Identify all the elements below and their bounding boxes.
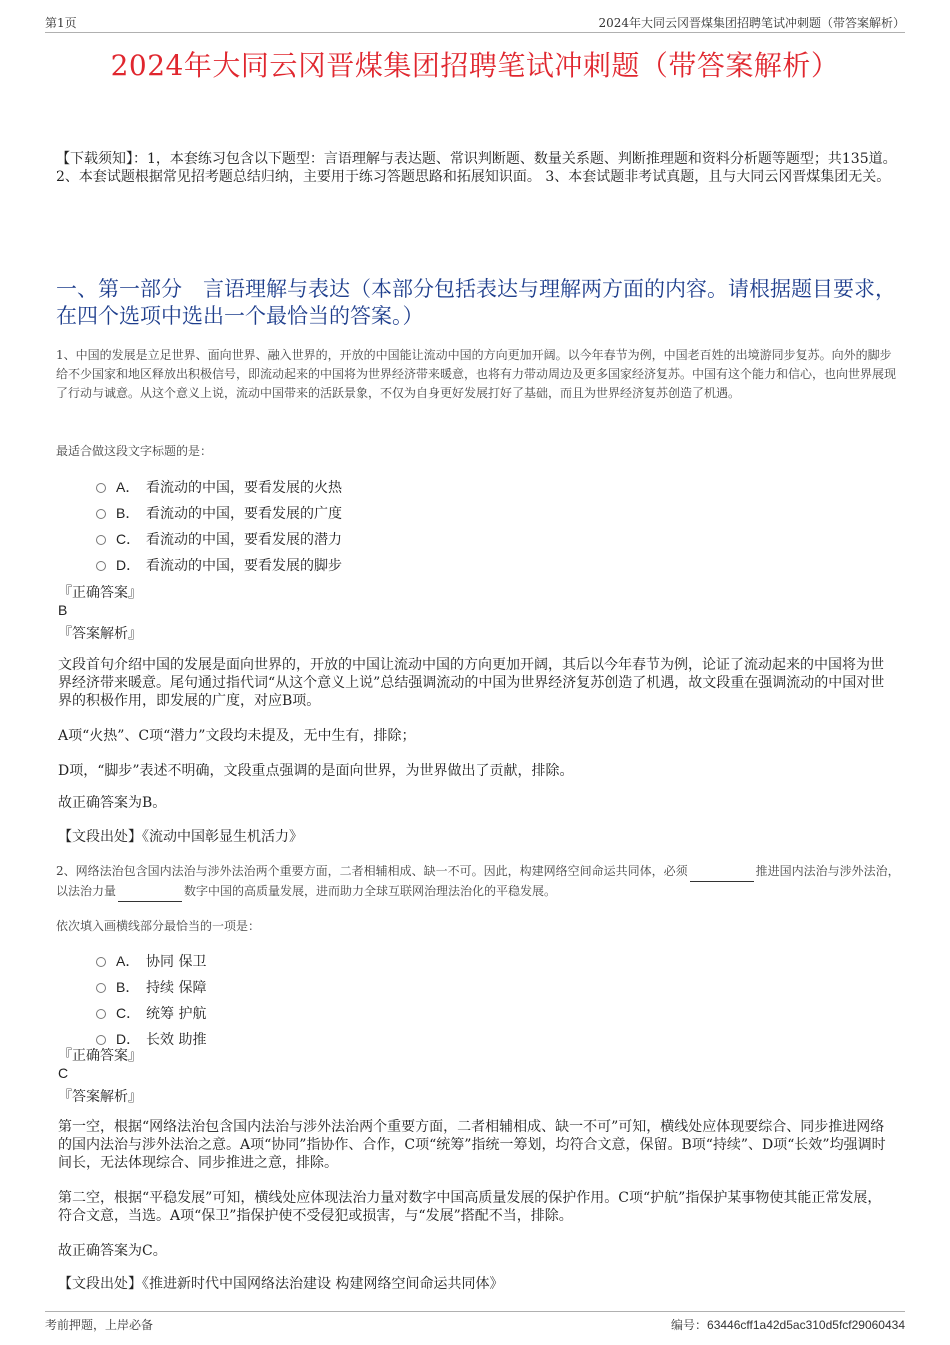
question-2-option-b[interactable]: B． 持续 保障 bbox=[96, 977, 206, 999]
question-1-option-a[interactable]: A． 看流动的中国，要看发展的火热 bbox=[96, 477, 342, 499]
radio-icon[interactable] bbox=[96, 1009, 106, 1019]
page-number: 第1页 bbox=[45, 16, 77, 30]
question-2-prompt: 依次填入画横线部分最恰当的一项是： bbox=[56, 919, 261, 933]
document-title: 2024年大同云冈晋煤集团招聘笔试冲刺题（带答案解析） bbox=[110, 49, 840, 82]
question-2-analysis-paragraph: 第二空，根据“平稳发展”可知，横线处应体现法治力量对数字中国高质量发展的保护作用。C项“护航”指保护某事物使其能正常发展，符合文意，当选。A项“保卫”指保护使不受侵犯或损害，与“发展”搭配不当，排除。 bbox=[58, 1190, 882, 1224]
question-1-analysis-paragraph: 故正确答案为B。 bbox=[58, 795, 167, 811]
radio-icon[interactable] bbox=[96, 1035, 106, 1045]
question-2-analysis-paragraph: 故正确答案为C。 bbox=[58, 1243, 167, 1259]
radio-icon[interactable] bbox=[96, 957, 106, 967]
question-1-text: 1、中国的发展是立足世界、面向世界、融入世界的，开放的中国能让流动中国的方向更加开阔。以今年春节为例，中国老百姓的出境游同步复苏。向外的脚步给不少国家和地区释放出积极信号，即流动起来的中国将为世界经济带来暖意，也将有力带动周边及更多国家经济复苏。中国有这个能力和信心，也向世界展现了行动与诚意。从这个意义上说，流动中国带来的活跃景象，不仅为自身更好发展打好了基础，而且为世界经济复苏创造了机遇。 bbox=[56, 348, 897, 400]
page-header bbox=[45, 12, 905, 33]
question-1-prompt: 最适合做这段文字标题的是： bbox=[56, 444, 213, 458]
question-2-option-c[interactable]: C． 统筹 护航 bbox=[96, 1003, 206, 1025]
analysis-label: 『答案解析』 bbox=[58, 1089, 142, 1105]
question-1-option-b[interactable]: B． 看流动的中国，要看发展的广度 bbox=[96, 503, 342, 525]
analysis-label: 『答案解析』 bbox=[58, 626, 142, 642]
blank-2 bbox=[118, 882, 182, 902]
question-2-option-a[interactable]: A． 协同 保卫 bbox=[96, 951, 206, 973]
question-2-analysis-paragraph: 第一空，根据“网络法治包含国内法治与涉外法治两个重要方面，二者相辅相成、缺一不可”可知，横线处应体现要综合、同步推进网络的国内法治与涉外法治之意。A项“协同”指协作、合作，C项“统筹”指统一筹划，均符合文意，保留。B项“持续”、D项“长效”均强调时间长，无法体现综合、同步推进之意，排除。 bbox=[58, 1119, 886, 1171]
question-2-source: 【文段出处】《推进新时代中国网络法治建设 构建网络空间命运共同体》 bbox=[58, 1276, 504, 1292]
question-1-answer: B bbox=[58, 602, 68, 618]
download-notice: 【下载须知】：1，本套练习包含以下题型：言语理解与表达题、常识判断题、数量关系题、判断推理题和资料分析题等题型；共135道。 2、本套试题根据常见招考题总结归纳，主要用于练习答题思路和拓展知识面。 3、本套试题非考试真题，且与大同云冈晋煤集团无关。 bbox=[56, 151, 897, 185]
question-1-analysis-paragraph: 文段首句介绍中国的发展是面向世界的，开放的中国让流动中国的方向更加开阔，其后以今年春节为例，论证了流动起来的中国将为世界经济带来暖意。尾句通过指代词“从这个意义上说”总结强调流动的中国为世界经济复苏创造了机遇，故文段重在强调流动的中国对世界的积极作用，即发展的广度，对应B项。 bbox=[58, 657, 885, 709]
header-doc-title: 2024年大同云冈晋煤集团招聘笔试冲刺题（带答案解析） bbox=[598, 16, 905, 30]
question-2-option-d[interactable]: D． 长效 助推 bbox=[96, 1029, 206, 1051]
answer-label: 『正确答案』 bbox=[58, 1048, 142, 1064]
radio-icon[interactable] bbox=[96, 483, 106, 493]
radio-icon[interactable] bbox=[96, 535, 106, 545]
question-2-answer: C bbox=[58, 1065, 69, 1081]
question-1-source: 【文段出处】《流动中国彰显生机活力》 bbox=[58, 829, 303, 845]
question-1-option-d[interactable]: D． 看流动的中国，要看发展的脚步 bbox=[96, 555, 342, 577]
radio-icon[interactable] bbox=[96, 561, 106, 571]
radio-icon[interactable] bbox=[96, 509, 106, 519]
question-1-analysis-paragraph: A项“火热”、C项“潜力”文段均未提及，无中生有，排除； bbox=[58, 728, 416, 744]
radio-icon[interactable] bbox=[96, 983, 106, 993]
page-footer bbox=[45, 1311, 905, 1334]
blank-1 bbox=[690, 862, 754, 882]
answer-label: 『正确答案』 bbox=[58, 585, 142, 601]
section-heading: 一、第一部分 言语理解与表达（本部分包括表达与理解两方面的内容。请根据题目要求，在四个选项中选出一个最恰当的答案。） bbox=[56, 277, 896, 328]
footer-code: 编号：63446cff1a42d5ac310d5fcf29060434 bbox=[671, 1318, 905, 1332]
footer-slogan: 考前押题，上岸必备 bbox=[45, 1318, 154, 1332]
question-2-text: 2、网络法治包含国内法治与涉外法治两个重要方面，二者相辅相成、缺一不可。因此，构建网络空间命运共同体，必须 推进国内法治与涉外法治，以法治力量 数字中国的高质量发展，进而助力全球互联网治理法治化的平稳发展。 bbox=[56, 862, 901, 902]
question-1-analysis-paragraph: D项，“脚步”表述不明确，文段重点强调的是面向世界，为世界做出了贡献，排除。 bbox=[58, 763, 574, 779]
question-1-option-c[interactable]: C． 看流动的中国，要看发展的潜力 bbox=[96, 529, 342, 551]
